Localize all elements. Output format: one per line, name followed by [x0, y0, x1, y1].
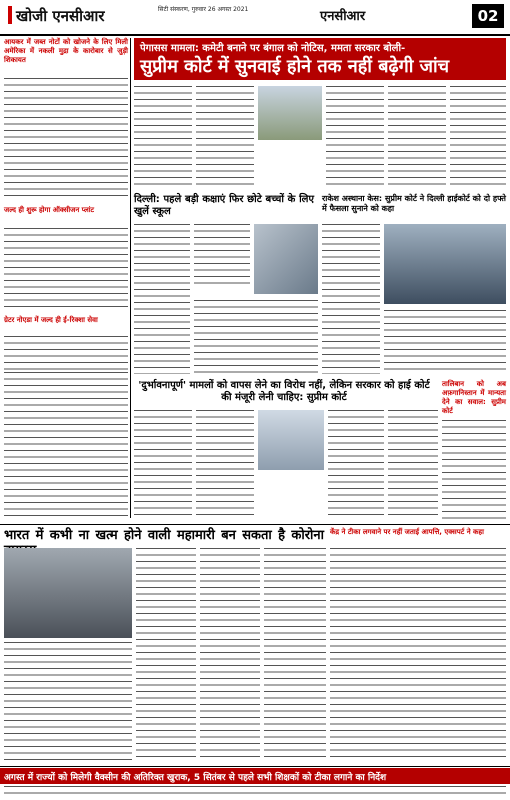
article-text: [442, 420, 506, 520]
vaccine-headline: अगस्त में राज्यों को मिलेगी वैक्सीन की अतिरिक्त खुराक, 5 सितंबर से पहले सभी शिक्षकों को टीका लगाने का निर्देश: [4, 773, 387, 783]
masthead-brand: खोजी एनसीआर: [8, 6, 105, 26]
page-header: [0, 0, 510, 36]
article-text: [4, 642, 132, 762]
left-headline-1: आयकर में जब्त नोटों को खोजने के लिए मिली अमेरिका में नकली मुद्रा के कारोबार से जुड़ी शिकायत: [4, 38, 128, 64]
sc-headline: 'दुर्भावनापूर्ण' मामलों को वापस लेने का विरोध नहीं, लेकिन सरकार को हाई कोर्ट की मंजूरी लेनी चाहिए: सुप्रीम कोर्ट: [138, 380, 430, 403]
article-text: [196, 410, 254, 520]
rakesh-asthana-photo: [384, 224, 506, 304]
article-text: [450, 86, 506, 186]
article-text: [330, 548, 506, 762]
article-text: [136, 548, 196, 762]
asthana-headline: राकेश अस्थाना केस: सुप्रीम कोर्ट ने दिल्ली हाईकोर्ट को दो हफ्ते में फैसला सुनाने को कहा: [322, 194, 506, 213]
pegasus-kicker: पेगासस मामला: कमेटी बनाने पर बंगाल को नोटिस, ममता सरकार बोली-: [140, 43, 406, 54]
left-column: [4, 38, 128, 368]
article-text: [4, 228, 128, 308]
article-text: [4, 372, 128, 518]
pegasus-headline: सुप्रीम कोर्ट में सुनवाई होने तक नहीं बढ़ेगी जांच: [140, 56, 450, 77]
article-text: [328, 410, 384, 520]
left-headline-3: ग्रेटर नोएडा में जल्द ही ई-रिक्शा सेवा: [4, 316, 98, 324]
crowd-photo: [4, 548, 132, 638]
corona-headline: भारत में कभी ना खत्म होने वाली महामारी बन सकता है कोरोना: [4, 528, 324, 543]
article-text: [196, 86, 254, 186]
edition-date: सिटी संस्करण, गुरुवार 26 अगस्त 2021: [158, 6, 249, 13]
article-text: [326, 86, 384, 186]
section-title: एनसीआर: [320, 9, 366, 24]
article-text: [134, 86, 192, 186]
article-text: [194, 224, 250, 284]
article-text: [264, 548, 326, 762]
article-text: [200, 548, 260, 762]
article-text: [388, 86, 446, 186]
pegasus-headline-band: [134, 38, 506, 80]
article-text: [134, 410, 192, 520]
article-text: [4, 786, 506, 798]
vaccine-headline-band: [0, 768, 510, 784]
supreme-court-photo: [258, 86, 322, 140]
left-headline-2: जल्द ही शुरू होगा ऑक्सीजन प्लांट: [4, 206, 95, 214]
article-text: [134, 224, 190, 374]
article-text: [194, 300, 318, 374]
page-number: 02: [472, 4, 504, 28]
classroom-photo: [254, 224, 318, 294]
article-text: [388, 410, 438, 520]
right-headline: तालिबान को अब अफ़गानिस्तान में मान्यता देने का सवाल: सुप्रीम कोर्ट: [442, 380, 506, 415]
article-text: [384, 310, 506, 374]
kendra-headline: केंद्र ने टीका लगवाने पर नहीं जताई आपत्ति, एक्सपर्ट ने कहा: [330, 528, 484, 536]
delhi-school-headline: दिल्ली: पहले बड़ी कक्षाएं फिर छोटे बच्चों के लिए खुलें स्कूल: [134, 194, 314, 217]
article-text: [322, 224, 380, 374]
supreme-court-building-photo: [258, 410, 324, 470]
article-text: [4, 78, 128, 198]
